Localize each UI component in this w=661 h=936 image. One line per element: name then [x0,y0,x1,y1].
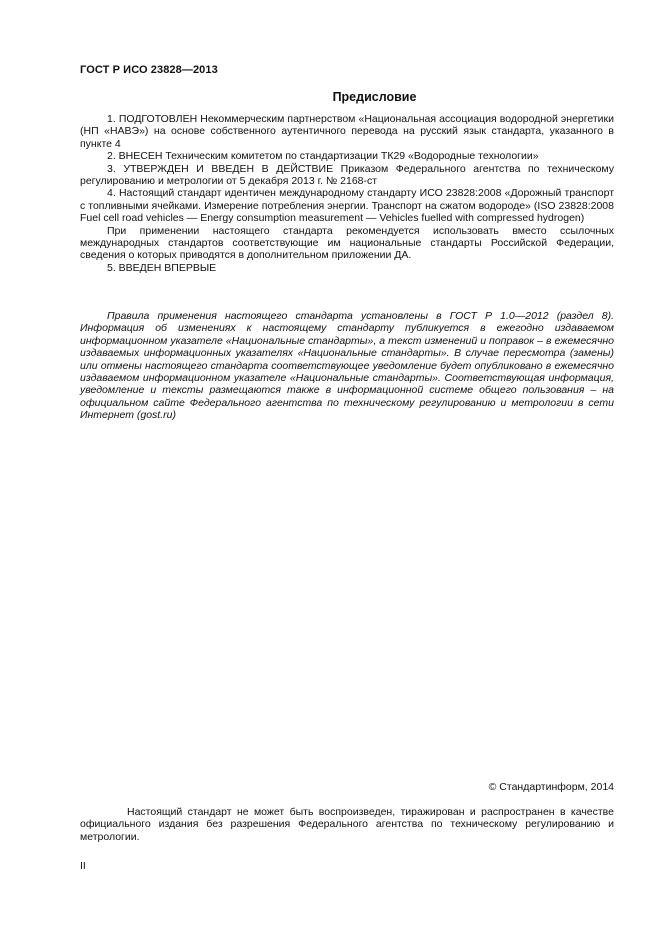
paragraph-prepared: 1. ПОДГОТОВЛЕН Некоммерческим партнерством «Национальная ассоциация водородной энергетики (НП «НАВЭ») на основе собственного аутентичного перевода на русский язык стандарта, указанного в пункте 4 [80,113,614,150]
reproduction-notice: Настоящий стандарт не может быть воспроизведен, тиражирован и распространен в качестве официального издания без разрешения Федерального агентства по техническому регулированию и метрологии. [80,806,614,843]
foreword-body [80,113,614,274]
paragraph-identical: 4. Настоящий стандарт идентичен международному стандарту ИСО 23828:2008 «Дорожный транспорт с топливными ячейками. Измерение потребления энергии. Транспорт на сжатом водороде» (ISO 23828:2008 Fuel cell road vehicles — Energy consumption measurement — Vehicles fuelled with compressed hydrogen) [80,187,614,225]
paragraph-submitted: 2. ВНЕСЕН Техническим комитетом по стандартизации ТК29 «Водородные технологии» [107,150,539,163]
rules-note: Правила применения настоящего стандарта установлены в ГОСТ Р 1.0—2012 (раздел 8). Информация об изменениях к настоящему стандарту публикуется в ежегодно издаваемом информационном указателе «Национальные стандарты», а текст изменений и поправок – в ежемесячно издаваемых информационных указателях «Национальные стандарты». В случае пересмотра (замены) или отмены настоящего стандарта соответствующее уведомление будет опубликовано в ежемесячно издаваемом информационном указателе «Национальные стандарты». Соответствующая информация, уведомление и тексты размещаются также в информационной системе общего пользования – на официальном сайте Федерального агентства по техническому регулированию и метрологии в сети Интернет (gost.ru) [80,310,614,422]
copyright-line: © Стандартинформ, 2014 [488,781,614,793]
page-number: II [80,860,86,872]
paragraph-approved: 3. УТВЕРЖДЕН И ВВЕДЕН В ДЕЙСТВИЕ Приказом Федерального агентства по техническому регулированию и метрологии от 5 декабря 2013 г. № 2168-ст [80,162,614,188]
document-code: ГОСТ Р ИСО 23828—2013 [80,64,218,76]
page-title [0,90,661,104]
page-title-text: Предисловие [332,90,417,104]
paragraph-first-introduced: 5. ВВЕДЕН ВПЕРВЫЕ [107,261,217,274]
paragraph-application: При применении настоящего стандарта рекомендуется использовать вместо ссылочных международных стандартов соответствующие им национальные стандарты Российской Федерации, сведения о которых приводятся в дополнительном приложении ДА. [80,224,614,262]
